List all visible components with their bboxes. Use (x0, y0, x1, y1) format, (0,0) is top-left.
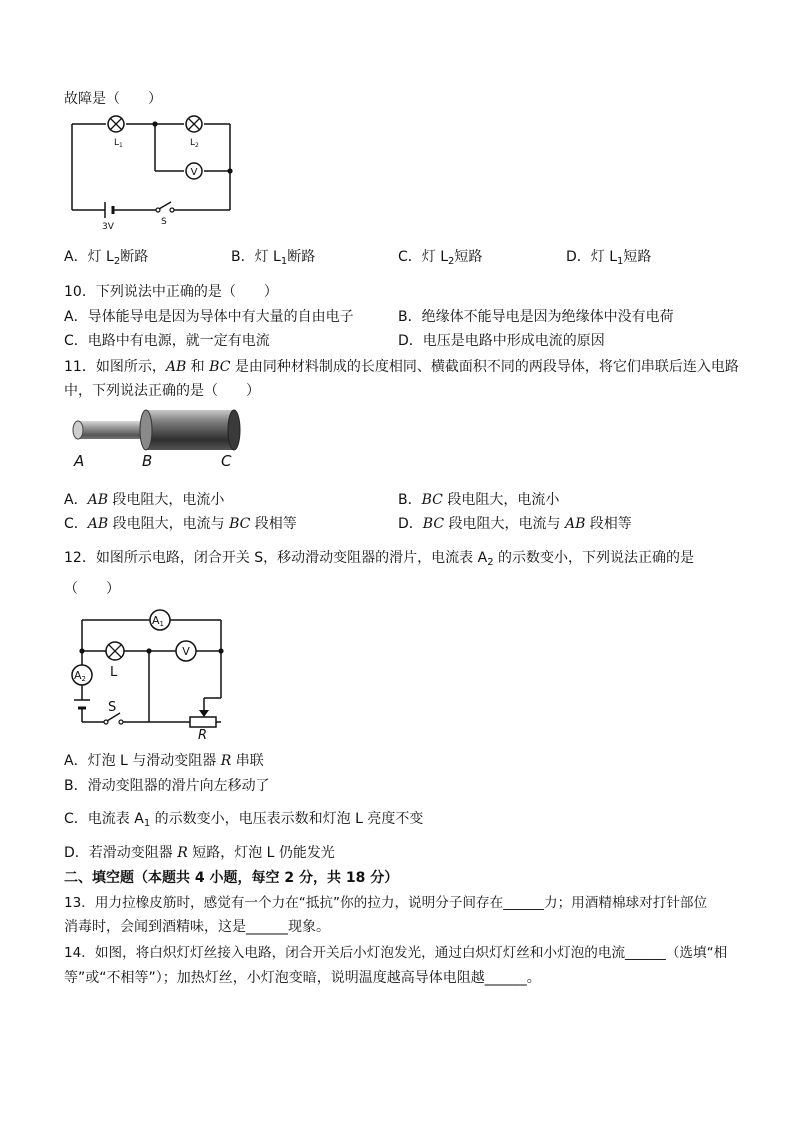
q13-line1: 13．用力拉橡皮筋时，感觉有一个力在“抵抗”你的拉力，说明分子间存在______力；用酒精棉球对打针部位 (64, 895, 708, 911)
conductor-ab (78, 421, 148, 439)
q9-option-a[interactable]: A．灯 $L_2$断路 (64, 249, 149, 267)
q12-stem-line2: （ ） (64, 581, 120, 597)
voltmeter-icon (176, 641, 196, 661)
voltmeter-label: V (182, 645, 190, 658)
rheostat-icon (190, 717, 216, 727)
q11-stem-line1: 11．如图所示，AB 和 BC 是由同种材料制成的长度相同、横截面积不同的两段导体，将它们串联后连入电路 (64, 359, 739, 375)
lamp-icon (106, 642, 124, 660)
q10-option-b[interactable]: B．绝缘体不能导电是因为绝缘体中没有电荷 (398, 309, 674, 325)
lamp-l1-icon (108, 116, 124, 132)
switch-label: S (108, 700, 117, 715)
q10-option-c[interactable]: C．电路中有电源，就一定有电流 (64, 333, 270, 349)
ammeter-a2-icon (72, 665, 92, 685)
lamp-l2-icon (186, 116, 202, 132)
q11-option-b[interactable]: B．BC 段电阻大，电流小 (398, 492, 560, 508)
q14-line1: 14．如图，将白炽灯灯丝接入电路，闭合开关后小灯泡发光，通过白炽灯灯丝和小灯泡的电流______（选填“相 (64, 945, 728, 961)
ammeter-a1-label: A1 (152, 614, 164, 628)
ammeter-a2-label: A2 (74, 669, 86, 683)
q9-stem-tail: 故障是（ ） (64, 91, 162, 107)
voltmeter-label: V (190, 167, 198, 178)
q9-option-c[interactable]: C．灯 $L_2$短路 (398, 249, 483, 267)
rheostat-label: R (198, 728, 208, 740)
lamp-l2-label: $L_2$ (190, 138, 199, 149)
q12-option-a[interactable]: A．灯泡 L 与滑动变阻器 R 串联 (64, 753, 264, 769)
q10-option-a[interactable]: A．导体能导电是因为导体中有大量的自由电子 (64, 309, 354, 325)
junction-dot (152, 121, 157, 126)
q10-stem: 10．下列说法中正确的是（ ） (64, 284, 278, 300)
junction-dot (227, 168, 232, 173)
voltmeter-icon (186, 163, 202, 179)
q11-option-c[interactable]: C．AB 段电阻大，电流与 BC 段相等 (64, 516, 297, 532)
rheostat-slider-icon (199, 710, 209, 717)
switch-icon (156, 202, 174, 212)
junction-dot (218, 648, 223, 653)
q11-conductor-diagram (68, 404, 248, 472)
q12-stem-line1: 12．如图所示电路，闭合开关 S，移动滑动变阻器的滑片，电流表 $A_2$ 的示数变小，下列说法正确的是 (64, 550, 695, 568)
q11-option-a[interactable]: A．AB 段电阻大，电流小 (64, 492, 225, 508)
label-c: C (221, 452, 232, 470)
junction-dot (79, 648, 84, 653)
junction-dot (146, 648, 151, 653)
q12-circuit-diagram (64, 604, 234, 740)
conductor-bc (146, 410, 234, 450)
label-b: B (142, 452, 153, 470)
ammeter-a1-icon (150, 610, 170, 630)
q11-option-d[interactable]: D．BC 段电阻大，电流与 AB 段相等 (398, 516, 632, 532)
battery-icon (105, 202, 113, 218)
section2-heading: 二、填空题（本题共 4 小题，每空 2 分，共 18 分） (64, 870, 399, 886)
label-a: A (74, 452, 85, 470)
switch-label: S (161, 217, 167, 227)
q11-stem-line2: 中，下列说法正确的是（ ） (64, 383, 260, 399)
battery-icon (74, 700, 90, 708)
q9-option-b[interactable]: B．灯 $L_1$断路 (231, 249, 316, 267)
q12-option-c[interactable]: C．电流表 $A_1$ 的示数变小，电压表示数和灯泡 L 亮度不变 (64, 811, 424, 829)
q14-line2: 等”或“不相等”）；加热灯丝，小灯泡变暗，说明温度越高导体电阻越______。 (64, 970, 541, 986)
q12-option-d[interactable]: D．若滑动变阻器 R 短路，灯泡 L 仍能发光 (64, 845, 335, 861)
lamp-l1-label: $L_1$ (114, 138, 123, 149)
q9-circuit-diagram (62, 112, 242, 232)
battery-label: 3V (102, 222, 114, 232)
lamp-label: L (110, 665, 118, 680)
q13-line2: 消毒时，会闻到酒精味，这是______现象。 (64, 919, 330, 935)
q10-option-d[interactable]: D．电压是电路中形成电流的原因 (398, 333, 605, 349)
q12-option-b[interactable]: B．滑动变阻器的滑片向左移动了 (64, 778, 270, 794)
q9-option-d[interactable]: D．灯 $L_1$短路 (566, 249, 652, 267)
